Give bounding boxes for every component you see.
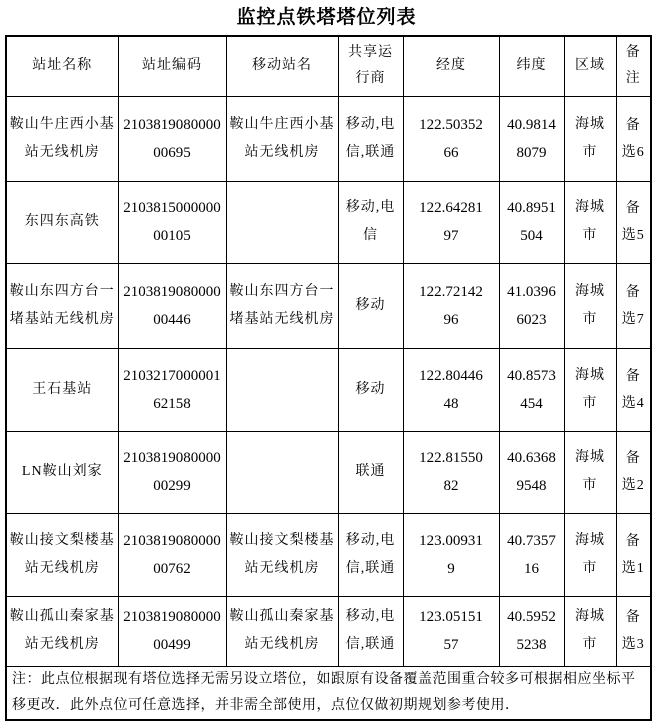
cell-mobile-name: 鞍山接文梨楼基站无线机房: [226, 513, 338, 596]
cell-mobile-name: [226, 431, 338, 513]
cell-longitude: 123.009319: [403, 513, 499, 596]
cell-longitude: 122.6428197: [403, 181, 499, 263]
header-longitude: 经度: [403, 36, 499, 96]
table-body: [6, 96, 651, 720]
table-row: [6, 348, 651, 431]
cell-site-code: 210381908000000299: [118, 431, 226, 513]
cell-latitude: 40.8573454: [499, 348, 564, 431]
table-row: [6, 431, 651, 513]
cell-longitude: 122.7214296: [403, 263, 499, 348]
cell-operators: 移动,电信: [338, 181, 403, 263]
header-latitude: 纬度: [499, 36, 564, 96]
cell-site-code: 210381908000000446: [118, 263, 226, 348]
cell-operators: 移动: [338, 348, 403, 431]
cell-region: 海城市: [564, 181, 616, 263]
header-mobile-name: 移动站名: [226, 36, 338, 96]
header-operators: 共享运行商: [338, 36, 403, 96]
cell-region: 海城市: [564, 513, 616, 596]
cell-site-code: 210321700000162158: [118, 348, 226, 431]
cell-remark: 备选1: [616, 513, 651, 596]
cell-site-code: 210381908000000762: [118, 513, 226, 596]
cell-region: 海城市: [564, 263, 616, 348]
cell-latitude: 41.03966023: [499, 263, 564, 348]
cell-site-name: 鞍山东四方台一堵基站无线机房: [6, 263, 118, 348]
cell-site-code: 210381908000000499: [118, 596, 226, 666]
cell-operators: 移动,电信,联通: [338, 96, 403, 181]
cell-site-name: LN鞍山刘家: [6, 431, 118, 513]
header-site-name: 站址名称: [6, 36, 118, 96]
cell-longitude: 122.5035266: [403, 96, 499, 181]
table-row: [6, 596, 651, 666]
cell-longitude: 123.0515157: [403, 596, 499, 666]
cell-site-code: 210381500000000105: [118, 181, 226, 263]
table-row: [6, 181, 651, 263]
header-region: 区域: [564, 36, 616, 96]
header-remark: 备注: [616, 36, 651, 96]
cell-mobile-name: 鞍山牛庄西小基站无线机房: [226, 96, 338, 181]
cell-latitude: 40.735716: [499, 513, 564, 596]
table-row: [6, 513, 651, 596]
cell-site-name: 鞍山孤山秦家基站无线机房: [6, 596, 118, 666]
table-row: [6, 263, 651, 348]
footnote-row: [6, 666, 651, 720]
cell-region: 海城市: [564, 596, 616, 666]
tower-position-table: [5, 35, 652, 721]
cell-longitude: 122.8044648: [403, 348, 499, 431]
cell-mobile-name: [226, 181, 338, 263]
page-title: 监控点铁塔塔位列表: [236, 7, 417, 28]
cell-latitude: 40.63689548: [499, 431, 564, 513]
cell-site-name: 鞍山牛庄西小基站无线机房: [6, 96, 118, 181]
cell-operators: 移动,电信,联通: [338, 513, 403, 596]
table-row: [6, 96, 651, 181]
cell-remark: 备选3: [616, 596, 651, 666]
cell-remark: 备选4: [616, 348, 651, 431]
footnote-text: 注：此点位根据现有塔位选择无需另设立塔位，如跟原有设备覆盖范围重合较多可根据相应坐标平移更改．此外点位可任意选择，并非需全部使用，点位仅做初期规划参考使用．: [6, 666, 651, 720]
cell-latitude: 40.59525238: [499, 596, 564, 666]
cell-remark: 备选7: [616, 263, 651, 348]
cell-remark: 备选5: [616, 181, 651, 263]
cell-operators: 移动,电信,联通: [338, 596, 403, 666]
header-row: [6, 36, 651, 96]
cell-region: 海城市: [564, 348, 616, 431]
cell-site-name: 鞍山接文梨楼基站无线机房: [6, 513, 118, 596]
cell-site-name: 王石基站: [6, 348, 118, 431]
cell-remark: 备选6: [616, 96, 651, 181]
cell-latitude: 40.8951504: [499, 181, 564, 263]
cell-longitude: 122.8155082: [403, 431, 499, 513]
cell-mobile-name: [226, 348, 338, 431]
cell-operators: 移动: [338, 263, 403, 348]
cell-site-name: 东四东高铁: [6, 181, 118, 263]
cell-mobile-name: 鞍山东四方台一堵基站无线机房: [226, 263, 338, 348]
table-header: [6, 36, 651, 96]
cell-latitude: 40.98148079: [499, 96, 564, 181]
header-site-code: 站址编码: [118, 36, 226, 96]
cell-site-code: 210381908000000695: [118, 96, 226, 181]
cell-region: 海城市: [564, 431, 616, 513]
cell-remark: 备选2: [616, 431, 651, 513]
cell-region: 海城市: [564, 96, 616, 181]
cell-operators: 联通: [338, 431, 403, 513]
cell-mobile-name: 鞍山孤山秦家基站无线机房: [226, 596, 338, 666]
